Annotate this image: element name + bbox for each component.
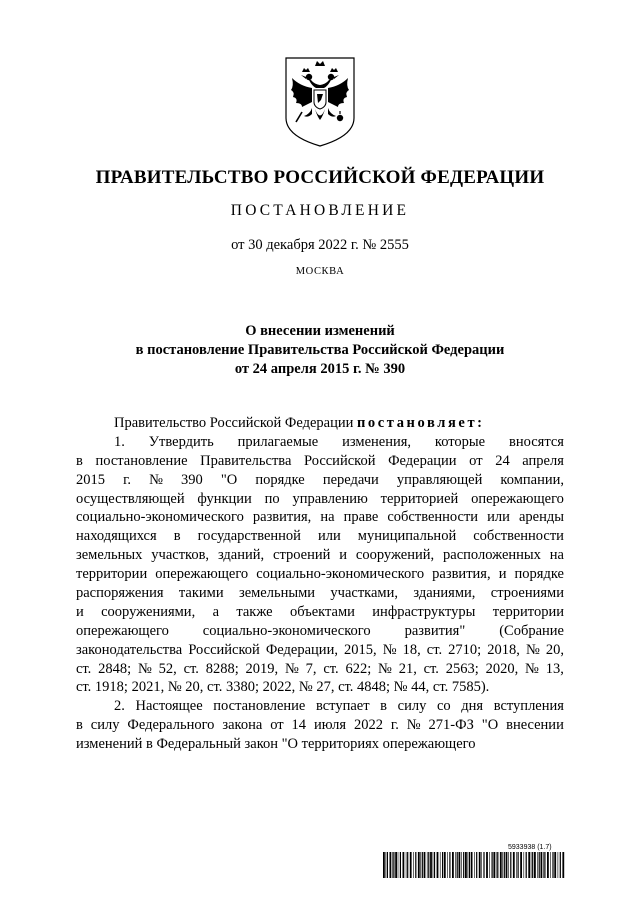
body-text-line: в постановление Правительства Российской Федерации от 24 апреля xyxy=(76,452,564,469)
heading-line: от 24 апреля 2015 г. № 390 xyxy=(234,361,406,377)
body-text-line: в силу Федерального закона от 14 июля 2022 г. № 271-ФЗ "О внесении xyxy=(76,717,564,734)
body-text-line: осуществляющей функции по управлению территорией опережающего xyxy=(76,490,564,507)
body-text-line: распоряжения такими земельными участками, зданиями, строениями xyxy=(76,585,564,602)
intro-line xyxy=(76,414,564,433)
barcode-icon xyxy=(383,852,565,878)
body-text-line: 2015 г. № 390 "О порядке передачи управляющей компании, xyxy=(76,471,564,488)
heading-line: О внесении изменений xyxy=(245,323,395,339)
decree-heading xyxy=(0,322,640,379)
body-text-line: 2. Настоящее постановление вступает в силу со дня вступления xyxy=(114,698,564,715)
decree-body xyxy=(76,414,564,754)
body-text-line: опережающего социально-экономического развития" (Собрание xyxy=(76,622,564,639)
body-text-line: 1. Утвердить прилагаемые изменения, которые вносятся xyxy=(114,433,564,450)
decree-date-number: от 30 декабря 2022 г. № 2555 xyxy=(231,237,409,253)
body-text-line: территории опережающего социально-экономического развития, и порядке xyxy=(76,566,564,583)
coat-of-arms-icon xyxy=(282,56,358,148)
body-text-line: социально-экономического развития, на праве собственности или аренды xyxy=(76,509,564,526)
document-type: ПОСТАНОВЛЕНИЕ xyxy=(230,202,410,219)
body-text-line: земельных участков, зданий, строений и сооружений, расположенных на xyxy=(76,547,564,564)
heading-line: в постановление Правительства Российской Федерации xyxy=(135,342,505,358)
city-name: МОСКВА xyxy=(295,266,345,277)
body-text-line: ст. 1918; 2021, № 20, ст. 3380; 2022, № 27, ст. 4848; № 44, ст. 7585). xyxy=(76,679,490,696)
intro-prefix: Правительство Российской Федерации xyxy=(114,415,354,431)
body-text-line: и сооружениями, а также объектами инфраструктуры территории xyxy=(76,603,564,620)
barcode-number: 5933938 (1.7) xyxy=(508,844,552,851)
body-text-line: законодательства Российской Федерации, 2015, № 18, ст. 2710; 2018, № 20, xyxy=(76,641,564,658)
body-text-line: находящихся в государственной или муниципальной собственности xyxy=(76,528,564,545)
body-text-line: изменений в Федеральный закон "О территориях опережающего xyxy=(76,736,476,753)
government-title: ПРАВИТЕЛЬСТВО РОССИЙСКОЙ ФЕДЕРАЦИИ xyxy=(95,167,545,188)
body-text-line: ст. 2848; № 52, ст. 8288; 2019, № 7, ст. 622; № 21, ст. 2563; 2020, № 13, xyxy=(76,660,564,677)
intro-verb: постановляет: xyxy=(356,415,485,431)
